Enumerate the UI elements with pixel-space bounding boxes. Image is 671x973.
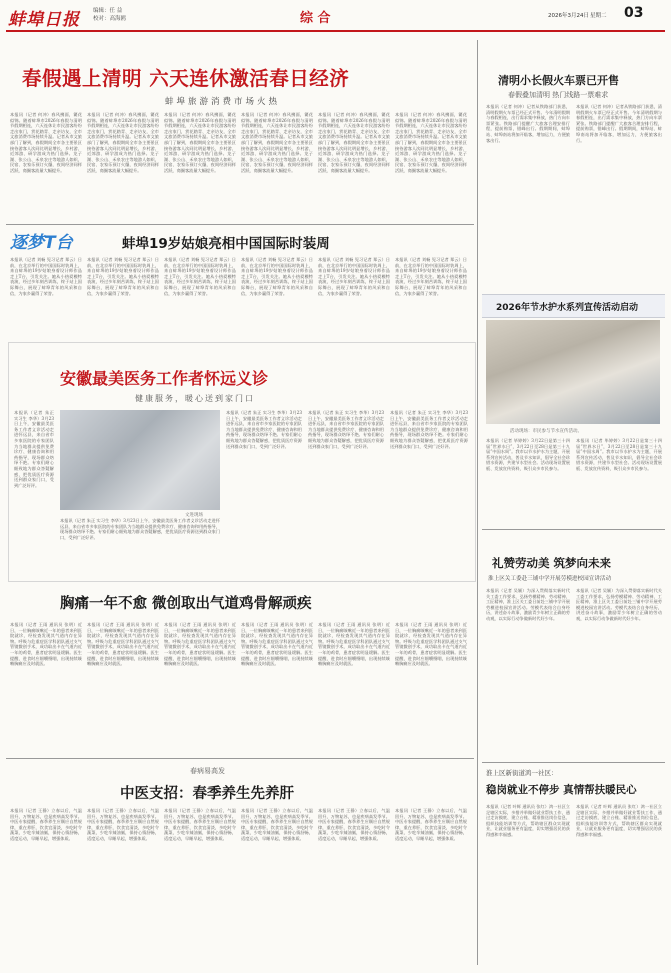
spring-body-col-1: 本报讯（记者 王静）立春以后，气温回升，万物复苏，也是疾病高发季节。中医专家提醒，春季养生应顺应自然规律，重在养肝，饮食宜清淡，多吃时令蔬菜，少吃辛辣油腻，保持心情舒畅，适度运动，早睡早起，增强体质。 bbox=[10, 808, 82, 841]
labor-body-col-1: 本报讯（记者 吴颖）为深入贯彻落实新时代关工委工作要求，弘扬劳模精神、劳动精神、工匠精神，淮上区关工委日前赴三铺中学开展劳模进校园宣讲活动。劳模代表结合自身经历，讲述奋斗故事，激励青少年树立正确的劳动观，以实际行动争做新时代好少年。 bbox=[486, 588, 570, 621]
labor-top-rule bbox=[482, 529, 665, 530]
water-body-col-1: 本报讯（记者 毕婷婷）3月22日是第三十四届“世界水日”，3月22日至28日是第三十九届“中国水周”。我市以节水护水为主题，开展系列宣传活动，普及节水知识，倡导全社会珍惜水资源，共建节水型社会。活动现场设置展板、发放宣传资料，吸引众多市民参与。 bbox=[486, 438, 570, 471]
labor-headline: 礼赞劳动美 筑梦向未来 bbox=[492, 556, 612, 570]
doctor-body-col-1: 本报讯（记者 朱正 实习生 李华）3月23日上午，安徽最美医务工作者义诊活动走进怀远县，来自省市多家医院的专家团队为当地群众提供免费诊疗、健康咨询和用药指导，现场群众络绎不绝。专家们耐心细致地为群众答疑解惑，把优质医疗资源送到群众家门口，受到广泛好评。 bbox=[14, 410, 54, 488]
lead-body-col-2: 本报讯（记者 何冲）春风拂面，繁花似锦。随着蚌埠市2026年春假与清明节假期相连，六天连休让市民游客纷纷走出家门，赏花踏青、走亲访友，全市文旅消费市场持续升温。记者从市文旅部门了解到，春假期间全市各主要景区接待游客人次同比明显增长，乡村游、近郊游、研学游成为热门选择。龙子湖、张公山、禾泉农庄等地游人如织，民宿、农家乐预订火爆，夜间经济同样活跃，商圈客流量大幅提升。 bbox=[87, 112, 159, 173]
editor-line-1: 编辑：任 益 bbox=[93, 8, 123, 14]
water-photo bbox=[486, 320, 660, 424]
community-headline: 稳岗就业不停步 真情帮扶暖民心 bbox=[486, 784, 637, 796]
lead-body-col-1: 本报讯（记者 何冲）春风拂面，繁花似锦。随着蚌埠市2026年春假与清明节假期相连，六天连休让市民游客纷纷走出家门，赏花踏青、走亲访友，全市文旅消费市场持续升温。记者从市文旅部门了解到，春假期间全市各主要景区接待游客人次同比明显增长，乡村游、近郊游、研学游成为热门选择。龙子湖、张公山、禾泉农庄等地游人如织，民宿、农家乐预订火爆，夜间经济同样活跃，商圈客流量大幅提升。 bbox=[10, 112, 82, 173]
masthead bbox=[0, 0, 671, 32]
zhumeng-body-col-4: 本报讯（记者 刘畅 见习记者 郑云）日前，在北京举行的中国国际时装周上，来自蚌埠的19岁姑娘身着设计师作品走上T台，引发关注。她从小热爱模特表演，经过多年刻苦训练，终于站上国际舞台，展现了蚌埠青年的风采和自信，为家乡赢得了荣誉。 bbox=[241, 257, 313, 296]
newspaper-logo: 蚌埠日报 bbox=[8, 10, 80, 30]
water-banner bbox=[482, 294, 665, 318]
water-body-col-2: 本报讯（记者 毕婷婷）3月22日是第三十四届“世界水日”，3月22日至28日是第三十九届“中国水周”。我市以节水护水为主题，开展系列宣传活动，普及节水知识，倡导全社会珍惜水资源，共建节水型社会。活动现场设置展板、发放宣传资料，吸引众多市民参与。 bbox=[576, 438, 662, 471]
section-name: 综 合 bbox=[300, 11, 331, 26]
community-body-col-1: 本报讯（记者 叶辉 通讯员 张红）鸿一社区立足辖区实际，多措并举做好就业帮扶工作，通过走访摸底、建立台账、精准推送岗位信息、组织技能培训等方式，帮助辖区群众实现就业，让就业服务更有温度，切实增强居民的获得感和幸福感。 bbox=[486, 804, 570, 837]
lead-subheadline: 蚌埠旅游消费市场火热 bbox=[165, 97, 281, 107]
doctor-body-col-3: 本报讯（记者 朱正 实习生 李华）3月23日上午，安徽最美医务工作者义诊活动走进怀远县，来自省市多家医院的专家团队为当地群众提供免费诊疗、健康咨询和用药指导，现场群众络绎不绝。专家们耐心细致地为群众答疑解惑，把优质医疗资源送到群众家门口，受到广泛好评。 bbox=[308, 410, 384, 449]
page-number: 03 bbox=[624, 5, 644, 21]
spring-headline: 中医支招：春季养生先养肝 bbox=[120, 786, 294, 802]
masthead-rule bbox=[6, 30, 665, 32]
lead-body-col-6: 本报讯（记者 何冲）春风拂面，繁花似锦。随着蚌埠市2026年春假与清明节假期相连，六天连休让市民游客纷纷走出家门，赏花踏青、走亲访友，全市文旅消费市场持续升温。记者从市文旅部门了解到，春假期间全市各主要景区接待游客人次同比明显增长，乡村游、近郊游、研学游成为热门选择。龙子湖、张公山、禾泉农庄等地游人如织，民宿、农家乐预订火爆，夜间经济同样活跃，商圈客流量大幅提升。 bbox=[395, 112, 467, 173]
issue-date: 2026年3月24日 bbox=[548, 13, 589, 19]
lead-headline: 春假遇上清明 六天连休激活春日经济 bbox=[22, 67, 350, 90]
doctor-body-col-4: 本报讯（记者 朱正 实习生 李华）3月23日上午，安徽最美医务工作者义诊活动走进怀远县，来自省市多家医院的专家团队为当地群众提供免费诊疗、健康咨询和用药指导，现场群众络绎不绝。专家们耐心细致地为群众答疑解惑，把优质医疗资源送到群众家门口，受到广泛好评。 bbox=[390, 410, 468, 449]
train-body-col-2: 本报讯（记者 何冲）记者从铁路部门获悉，清明假期火车票已经正式开售。今年清明假期与春假相连，出行需求集中释放，热门方向车票紧张。铁路部门提醒广大旅客合理安排行程，提前购票，错峰出行。假期期间，蚌埠站、蚌埠南站将加开临客，增加运力，方便旅客出行。 bbox=[576, 104, 662, 143]
doctor-headline: 安徽最美医务工作者怀远义诊 bbox=[60, 369, 269, 388]
zhumeng-headline: 蚌埠19岁姑娘亮相中国国际时装周 bbox=[122, 236, 330, 252]
water-banner-title: 2026年节水护水系列宣传活动启动 bbox=[496, 303, 639, 313]
zhumeng-body-col-6: 本报讯（记者 刘畅 见习记者 郑云）日前，在北京举行的中国国际时装周上，来自蚌埠的19岁姑娘身着设计师作品走上T台，引发关注。她从小热爱模特表演，经过多年刻苦训练，终于站上国际舞台，展现了蚌埠青年的风采和自信，为家乡赢得了荣誉。 bbox=[395, 257, 467, 296]
train-headline: 清明小长假火车票已开售 bbox=[498, 74, 619, 87]
water-photo-caption: 活动现场：市民参与节水宣传活动。 bbox=[510, 429, 582, 434]
spring-body-col-6: 本报讯（记者 王静）立春以后，气温回升，万物复苏，也是疾病高发季节。中医专家提醒，春季养生应顺应自然规律，重在养肝，饮食宜清淡，多吃时令蔬菜，少吃辛辣油腻，保持心情舒畅，适度运动，早睡早起，增强体质。 bbox=[395, 808, 467, 841]
cough-body-col-3: 本报讯（记者 王雨 通讯员 张明）近日，一位胸痛咳嗽近一年的患者来到医院就诊，经检查发现其气道内存在异物。呼吸与危重症医学科团队通过支气管镜微创手术，成功取出卡在气道内近一年的鸡骨，患者症状明显缓解。医生提醒，进食时应细嚼慢咽，出现持续咳嗽胸痛应及时就医。 bbox=[164, 622, 236, 667]
labor-subheadline: 淮上区关工委赴三铺中学开展劳模进校园宣讲活动 bbox=[488, 576, 612, 582]
lead-body-col-4: 本报讯（记者 何冲）春风拂面，繁花似锦。随着蚌埠市2026年春假与清明节假期相连，六天连休让市民游客纷纷走出家门，赏花踏青、走亲访友，全市文旅消费市场持续升温。记者从市文旅部门了解到，春假期间全市各主要景区接待游客人次同比明显增长，乡村游、近郊游、研学游成为热门选择。龙子湖、张公山、禾泉农庄等地游人如织，民宿、农家乐预订火爆，夜间经济同样活跃，商圈客流量大幅提升。 bbox=[241, 112, 313, 173]
cough-bottom-rule bbox=[6, 758, 474, 759]
community-overline: 淮上区新街道鸿一社区： bbox=[486, 769, 558, 777]
doctor-photo bbox=[60, 410, 220, 510]
zhumeng-tag: 逐梦T台 bbox=[10, 233, 73, 253]
cough-body-col-5: 本报讯（记者 王雨 通讯员 张明）近日，一位胸痛咳嗽近一年的患者来到医院就诊，经检查发现其气道内存在异物。呼吸与危重症医学科团队通过支气管镜微创手术，成功取出卡在气道内近一年的鸡骨，患者症状明显缓解。医生提醒，进食时应细嚼慢咽，出现持续咳嗽胸痛应及时就医。 bbox=[318, 622, 390, 667]
labor-body-col-2: 本报讯（记者 吴颖）为深入贯彻落实新时代关工委工作要求，弘扬劳模精神、劳动精神、工匠精神，淮上区关工委日前赴三铺中学开展劳模进校园宣讲活动。劳模代表结合自身经历，讲述奋斗故事，激励青少年树立正确的劳动观，以实际行动争做新时代好少年。 bbox=[576, 588, 662, 621]
doctor-subheadline: 健康服务，暖心送到家门口 bbox=[135, 394, 255, 403]
doctor-body-col-2: 本报讯（记者 朱正 实习生 李华）3月23日上午，安徽最美医务工作者义诊活动走进怀远县，来自省市多家医院的专家团队为当地群众提供免费诊疗、健康咨询和用药指导，现场群众络绎不绝。专家们耐心细致地为群众答疑解惑，把优质医疗资源送到群众家门口，受到广泛好评。 bbox=[226, 410, 302, 449]
spring-body-col-2: 本报讯（记者 王静）立春以后，气温回升，万物复苏，也是疾病高发季节。中医专家提醒，春季养生应顺应自然规律，重在养肝，饮食宜清淡，多吃时令蔬菜，少吃辛辣油腻，保持心情舒畅，适度运动，早睡早起，增强体质。 bbox=[87, 808, 159, 841]
cough-body-col-6: 本报讯（记者 王雨 通讯员 张明）近日，一位胸痛咳嗽近一年的患者来到医院就诊，经检查发现其气道内存在异物。呼吸与危重症医学科团队通过支气管镜微创手术，成功取出卡在气道内近一年的鸡骨，患者症状明显缓解。医生提醒，进食时应细嚼慢咽，出现持续咳嗽胸痛应及时就医。 bbox=[395, 622, 467, 667]
column-divider bbox=[477, 40, 478, 965]
doctor-photo-caption: 文进现场 bbox=[185, 513, 203, 518]
doctor-body-col-5: 本报讯（记者 朱正 实习生 李华）3月23日上午，安徽最美医务工作者义诊活动走进怀远县，来自省市多家医院的专家团队为当地群众提供免费诊疗、健康咨询和用药指导，现场群众络绎不绝。专家们耐心细致地为群众答疑解惑，把优质医疗资源送到群众家门口，受到广泛好评。 bbox=[60, 518, 220, 540]
spring-overline: 春病易高发 bbox=[190, 767, 225, 775]
spring-body-col-5: 本报讯（记者 王静）立春以后，气温回升，万物复苏，也是疾病高发季节。中医专家提醒，春季养生应顺应自然规律，重在养肝，饮食宜清淡，多吃时令蔬菜，少吃辛辣油腻，保持心情舒畅，适度运动，早睡早起，增强体质。 bbox=[318, 808, 390, 841]
zhumeng-body-col-5: 本报讯（记者 刘畅 见习记者 郑云）日前，在北京举行的中国国际时装周上，来自蚌埠的19岁姑娘身着设计师作品走上T台，引发关注。她从小热爱模特表演，经过多年刻苦训练，终于站上国际舞台，展现了蚌埠青年的风采和自信，为家乡赢得了荣誉。 bbox=[318, 257, 390, 296]
cough-body-col-4: 本报讯（记者 王雨 通讯员 张明）近日，一位胸痛咳嗽近一年的患者来到医院就诊，经检查发现其气道内存在异物。呼吸与危重症医学科团队通过支气管镜微创手术，成功取出卡在气道内近一年的鸡骨，患者症状明显缓解。医生提醒，进食时应细嚼慢咽，出现持续咳嗽胸痛应及时就医。 bbox=[241, 622, 313, 667]
spring-body-col-3: 本报讯（记者 王静）立春以后，气温回升，万物复苏，也是疾病高发季节。中医专家提醒，春季养生应顺应自然规律，重在养肝，饮食宜清淡，多吃时令蔬菜，少吃辛辣油腻，保持心情舒畅，适度运动，早睡早起，增强体质。 bbox=[164, 808, 236, 841]
lead-body-col-3: 本报讯（记者 何冲）春风拂面，繁花似锦。随着蚌埠市2026年春假与清明节假期相连，六天连休让市民游客纷纷走出家门，赏花踏青、走亲访友，全市文旅消费市场持续升温。记者从市文旅部门了解到，春假期间全市各主要景区接待游客人次同比明显增长，乡村游、近郊游、研学游成为热门选择。龙子湖、张公山、禾泉农庄等地游人如织，民宿、农家乐预订火爆，夜间经济同样活跃，商圈客流量大幅提升。 bbox=[164, 112, 236, 173]
zhumeng-body-col-1: 本报讯（记者 刘畅 见习记者 郑云）日前，在北京举行的中国国际时装周上，来自蚌埠的19岁姑娘身着设计师作品走上T台，引发关注。她从小热爱模特表演，经过多年刻苦训练，终于站上国际舞台，展现了蚌埠青年的风采和自信，为家乡赢得了荣誉。 bbox=[10, 257, 82, 296]
community-body-col-2: 本报讯（记者 叶辉 通讯员 张红）鸿一社区立足辖区实际，多措并举做好就业帮扶工作，通过走访摸底、建立台账、精准推送岗位信息、组织技能培训等方式，帮助辖区群众实现就业，让就业服务更有温度，切实增强居民的获得感和幸福感。 bbox=[576, 804, 662, 837]
cough-body-col-1: 本报讯（记者 王雨 通讯员 张明）近日，一位胸痛咳嗽近一年的患者来到医院就诊，经检查发现其气道内存在异物。呼吸与危重症医学科团队通过支气管镜微创手术，成功取出卡在气道内近一年的鸡骨，患者症状明显缓解。医生提醒，进食时应细嚼慢咽，出现持续咳嗽胸痛应及时就医。 bbox=[10, 622, 82, 667]
train-subheadline: 春假叠加清明 热门线路一票难求 bbox=[508, 91, 609, 99]
lead-bottom-rule bbox=[6, 224, 474, 225]
cough-headline: 胸痛一年不愈 微创取出气道鸡骨解顽疾 bbox=[60, 596, 312, 612]
editor-line-2: 校对：高海鸥 bbox=[93, 16, 127, 22]
lead-body-col-5: 本报讯（记者 何冲）春风拂面，繁花似锦。随着蚌埠市2026年春假与清明节假期相连，六天连休让市民游客纷纷走出家门，赏花踏青、走亲访友，全市文旅消费市场持续升温。记者从市文旅部门了解到，春假期间全市各主要景区接待游客人次同比明显增长，乡村游、近郊游、研学游成为热门选择。龙子湖、张公山、禾泉农庄等地游人如织，民宿、农家乐预订火爆，夜间经济同样活跃，商圈客流量大幅提升。 bbox=[318, 112, 390, 173]
train-body-col-1: 本报讯（记者 何冲）记者从铁路部门获悉，清明假期火车票已经正式开售。今年清明假期与春假相连，出行需求集中释放，热门方向车票紧张。铁路部门提醒广大旅客合理安排行程，提前购票，错峰出行。假期期间，蚌埠站、蚌埠南站将加开临客，增加运力，方便旅客出行。 bbox=[486, 104, 570, 143]
zhumeng-body-col-3: 本报讯（记者 刘畅 见习记者 郑云）日前，在北京举行的中国国际时装周上，来自蚌埠的19岁姑娘身着设计师作品走上T台，引发关注。她从小热爱模特表演，经过多年刻苦训练，终于站上国际舞台，展现了蚌埠青年的风采和自信，为家乡赢得了荣誉。 bbox=[164, 257, 236, 296]
spring-body-col-4: 本报讯（记者 王静）立春以后，气温回升，万物复苏，也是疾病高发季节。中医专家提醒，春季养生应顺应自然规律，重在养肝，饮食宜清淡，多吃时令蔬菜，少吃辛辣油腻，保持心情舒畅，适度运动，早睡早起，增强体质。 bbox=[241, 808, 313, 841]
weekday: 星期二 bbox=[590, 13, 607, 19]
cough-body-col-2: 本报讯（记者 王雨 通讯员 张明）近日，一位胸痛咳嗽近一年的患者来到医院就诊，经检查发现其气道内存在异物。呼吸与危重症医学科团队通过支气管镜微创手术，成功取出卡在气道内近一年的鸡骨，患者症状明显缓解。医生提醒，进食时应细嚼慢咽，出现持续咳嗽胸痛应及时就医。 bbox=[87, 622, 159, 667]
community-top-rule bbox=[482, 762, 665, 763]
zhumeng-body-col-2: 本报讯（记者 刘畅 见习记者 郑云）日前，在北京举行的中国国际时装周上，来自蚌埠的19岁姑娘身着设计师作品走上T台，引发关注。她从小热爱模特表演，经过多年刻苦训练，终于站上国际舞台，展现了蚌埠青年的风采和自信，为家乡赢得了荣誉。 bbox=[87, 257, 159, 296]
